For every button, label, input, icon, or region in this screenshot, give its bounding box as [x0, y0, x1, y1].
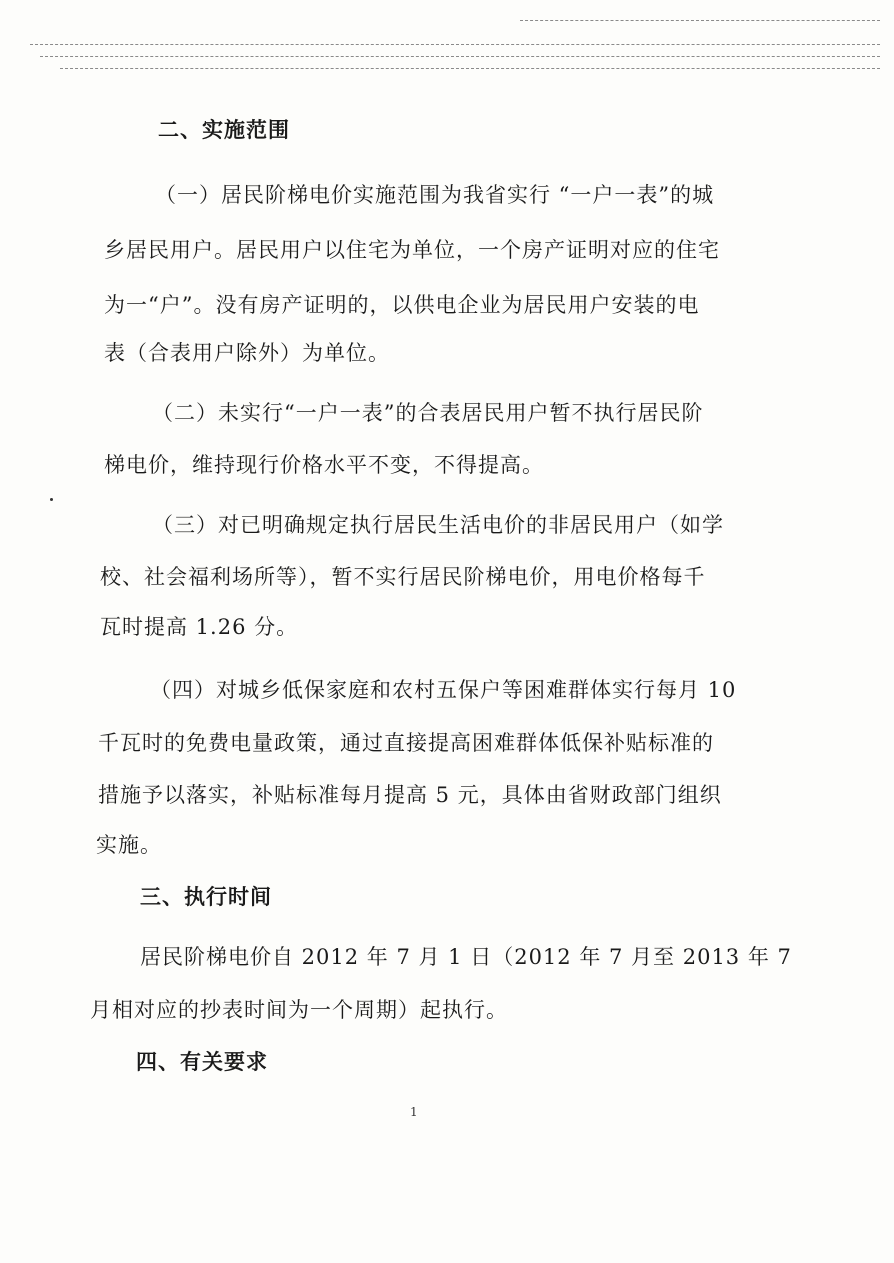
paragraph-3-line-2: 校、社会福利场所等），暂不实行居民阶梯电价，用电价格每千	[100, 565, 706, 589]
paragraph-4-line-4: 实施。	[96, 833, 162, 857]
scan-speck	[50, 498, 53, 501]
paragraph-5-line-2: 月相对应的抄表时间为一个周期）起执行。	[90, 998, 508, 1022]
paragraph-2-line-2: 梯电价，维持现行价格水平不变，不得提高。	[104, 453, 544, 477]
scan-artifact-line	[520, 20, 880, 21]
page-number: 1	[410, 1105, 418, 1119]
paragraph-1-line-2: 乡居民用户。居民用户以住宅为单位，一个房产证明对应的住宅	[104, 238, 720, 262]
paragraph-4-line-2: 千瓦时的免费电量政策，通过直接提高困难群体低保补贴标准的	[98, 731, 714, 755]
section-heading-requirements: 四、有关要求	[136, 1049, 268, 1074]
scan-artifact-line	[30, 44, 880, 45]
paragraph-3-line-1: （三）对已明确规定执行居民生活电价的非居民用户（如学	[152, 513, 724, 537]
section-heading-time: 三、执行时间	[140, 884, 272, 909]
paragraph-3-line-3: 瓦时提高 1.26 分。	[100, 615, 299, 639]
paragraph-2-line-1: （二）未实行“一户一表”的合表居民用户暂不执行居民阶	[152, 401, 704, 425]
paragraph-4-line-3: 措施予以落实，补贴标准每月提高 5 元，具体由省财政部门组织	[98, 783, 722, 807]
paragraph-1-line-4: 表（合表用户除外）为单位。	[104, 341, 390, 365]
paragraph-1-line-1: （一）居民阶梯电价实施范围为我省实行 “一户一表”的城	[155, 183, 715, 207]
section-heading-scope: 二、实施范围	[158, 117, 290, 142]
paragraph-4-line-1: （四）对城乡低保家庭和农村五保户等困难群体实行每月 10	[150, 678, 737, 702]
paragraph-5-line-1: 居民阶梯电价自 2012 年 7 月 1 日（2012 年 7 月至 2013 年 7	[140, 945, 792, 969]
paragraph-1-line-3: 为一“户”。没有房产证明的，以供电企业为居民用户安装的电	[104, 293, 700, 317]
scan-artifact-line	[40, 56, 880, 57]
scan-artifact-line	[60, 68, 880, 69]
